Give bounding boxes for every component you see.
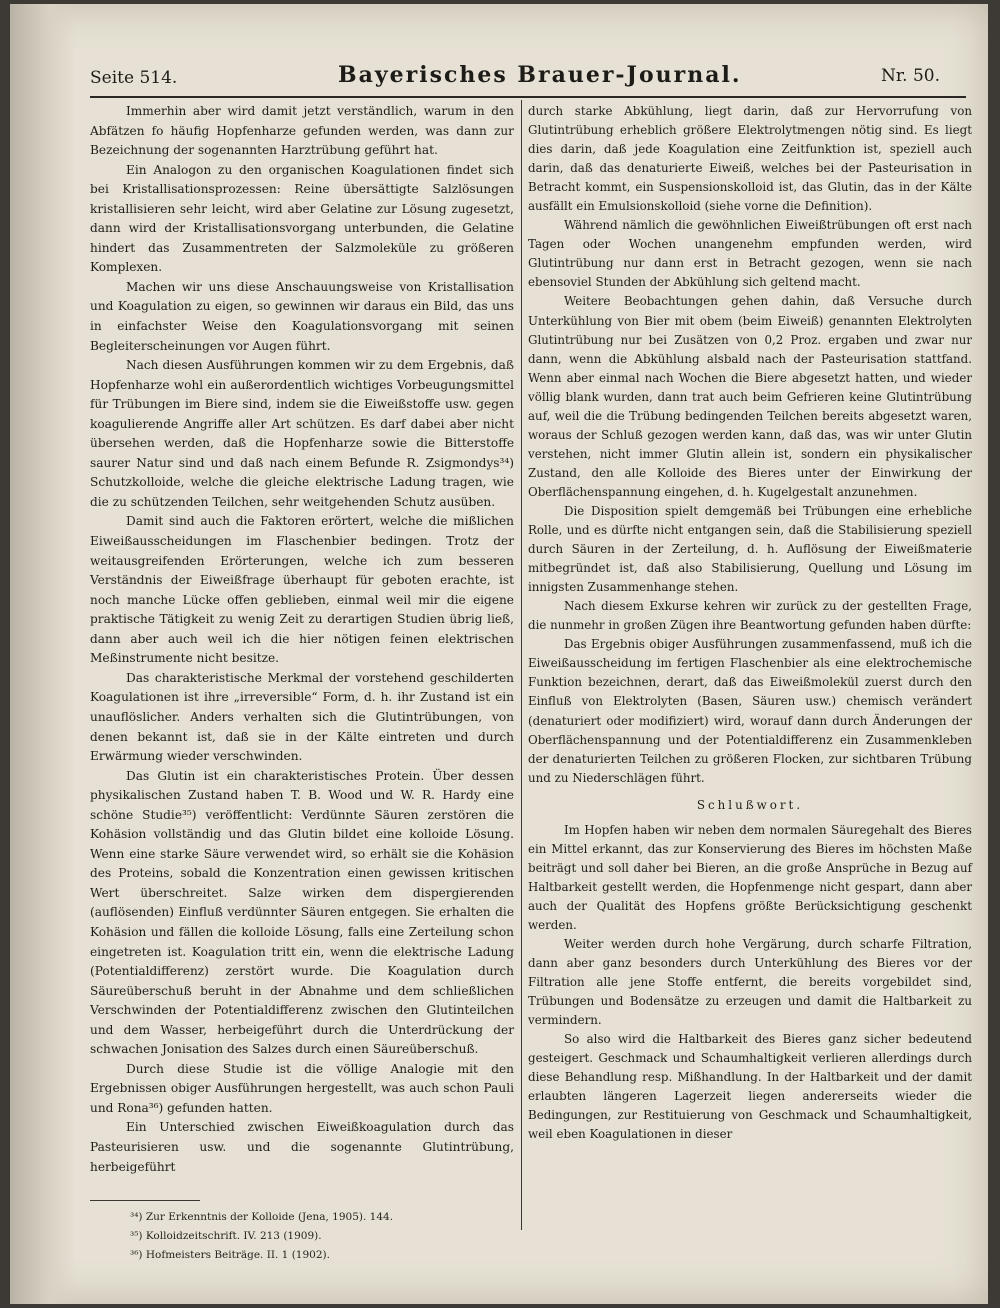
header-rule <box>90 96 966 98</box>
page-binding-edge <box>10 4 76 1304</box>
column-divider <box>521 100 522 1230</box>
paragraph: Immerhin aber wird damit jetzt verständlich, warum in den Abfätzen fo häufig Hopfenharze gefunden werden, was dann zur Bezeichnung der sogenannten Harztrübung geführt hat. <box>90 104 514 158</box>
journal-title: Bayerisches Brauer-Journal. <box>338 62 742 88</box>
footnotes <box>130 1208 510 1265</box>
paragraph: Das charakteristische Merkmal der vorstehend geschilderten Koagulationen ist ihre „irreversible“ Form, d. h. ihr Zustand ist ein unauflöslicher. Anders verhalten sich die Glutintrübungen, von denen bekannt ist, daß sie in der Kälte eintreten und durch Erwärmung wieder verschwinden. <box>90 670 514 764</box>
paragraph: durch starke Abkühlung, liegt darin, daß zur Hervorrufung von Glutintrübung erheblich größere Elektrolytmengen nötig sind. Es liegt dies darin, daß jede Koagulation eine Zeitfunktion ist, speziell auch darin, daß das denaturierte Eiweiß, welches bei der Pasteurisation in Betracht kommt, ein Suspensionskolloid ist, das Glutin, das in der Kälte ausfällt ein Emulsionskolloid (siehe vorne die Definition). <box>528 104 972 214</box>
paragraph: Weitere Beobachtungen gehen dahin, daß Versuche durch Unterkühlung von Bier mit obem (beim Eiweiß) genannten Elektrolyten Glutintrübung nur bei Zusätzen von 0,2 Proz. ergaben und zwar nur dann, wenn die Abkühlung alsbald nach der Pasteurisation stattfand. Wenn aber einmal nach Wochen die Biere abgesetzt hatten, und wieder völlig blank wurden, dann trat auch beim Gefrieren keine Glutintrübung auf, weil die die Trübung bedingenden Teilchen bereits abgesetzt waren, woraus der Schluß gezogen werden kann, daß das, was wir unter Glutin verstehen, nicht immer Glutin allein ist, sondern ein physikalischer Zustand, den alle Kolloide des Bieres unter der Einwirkung der Oberflächenspannung eingehen, d. h. Kugelgestalt anzunehmen. <box>528 294 972 499</box>
paragraph: So also wird die Haltbarkeit des Bieres ganz sicher bedeutend gesteigert. Geschmack und Schaumhaltigkeit verlieren allerdings durch diese Behandlung resp. Mißhandlung. In der Haltbarkeit und der damit erlaubten längeren Lagerzeit liegen andererseits wieder die Bedingungen, zur Restituierung von Geschmack und Schaumhaltigkeit, weil eben Koagulationen in dieser <box>528 1032 972 1142</box>
paragraph: Während nämlich die gewöhnlichen Eiweißtrübungen oft erst nach Tagen oder Wochen unangenehm empfunden werden, wird Glutintrübung nur dann erst in Betracht gezogen, wenn sie nach ebensoviel Stunden der Abkühlung sich geltend macht. <box>528 218 972 290</box>
journal-page <box>10 4 988 1304</box>
paragraph: Ein Unterschied zwischen Eiweißkoagulation durch das Pasteurisieren usw. und die sogenannte Glutintrübung, herbeigeführt <box>90 1120 514 1174</box>
paragraph: Im Hopfen haben wir neben dem normalen Säuregehalt des Bieres ein Mittel erkannt, das zur Konservierung des Bieres im höchsten Maße beiträgt und soll daher bei Bieren, an die große Ansprüche in Bezug auf Haltbarkeit gestellt werden, die Hopfenmenge nicht gespart, dann aber auch der Qualität des Hopfens größte Berücksichtigung geschenkt werden. <box>528 822 972 932</box>
paragraph: Weiter werden durch hohe Vergärung, durch scharfe Filtration, dann aber ganz besonders durch Unterkühlung des Bieres vor der Filtration alle jene Stoffe entfernt, die bereits vorgebildet sind, Trübungen und Bodensätze zu erzeugen und damit die Haltbarkeit zu vermindern. <box>528 937 972 1028</box>
footnote: ³⁴) Zur Erkenntnis der Kolloide (Jena, 1905). 144. <box>130 1211 394 1223</box>
paragraph: Machen wir uns diese Anschauungsweise von Kristallisation und Koagulation zu eigen, so gewinnen wir daraus ein Bild, das uns in einfachster Weise den Koagulationsvorgang mit seinen Begleiterscheinungen vor Augen führt. <box>90 279 514 353</box>
footnote: ³⁶) Hofmeisters Beiträge. II. 1 (1902). <box>130 1249 330 1261</box>
paragraph: Das Glutin ist ein charakteristisches Protein. Über dessen physikalischen Zustand haben T. B. Wood und W. R. Hardy eine schöne Studie³⁵) veröffentlicht: Verdünnte Säuren zerstören die Kohäsion vollständig und das Glutin bildet eine kolloide Lösung. Wenn eine starke Säure verwendet wird, so erhält sie die Kohäsion des Proteins, sobald die Konzentration einen gewissen kritischen Wert überschreitet. Salze wirken dem dispergierenden (auflösenden) Einfluß verdünnter Säuren entgegen. Sie erhalten die Kohäsion und fällen die kolloide Lösung, falls eine Zerteilung schon eingetreten ist. Koagulation tritt ein, wenn die elektrische Ladung (Potentialdifferenz) zerstört wurde. Die Koagulation durch Säureüberschuß beruht in der Abnahme und dem schließlichen Verschwinden der Potentialdifferenz zwischen den Glutinteilchen und dem Wasser, herbeigeführt durch die Unterdrückung der schwachen Jonisation des Salzes durch einen Säureüberschuß. <box>90 768 514 1057</box>
footnote: ³⁵) Kolloidzeitschrift. IV. 213 (1909). <box>130 1230 322 1242</box>
right-column <box>528 102 972 1145</box>
page-header <box>90 62 970 92</box>
paragraph: Die Disposition spielt demgemäß bei Trübungen eine erhebliche Rolle, und es dürfte nicht entgangen sein, daß die Stabilisierung speziell durch Säuren in der Zerteilung, d. h. Auflösung der Eiweißmaterie mitbegründet ist, daß also Stabilisierung, Quellung und Lösung im innigsten Zusammenhange stehen. <box>528 503 972 595</box>
paragraph: Damit sind auch die Faktoren erörtert, welche die mißlichen Eiweißausscheidungen im Flaschenbier bedingen. Trotz der weitausgreifenden Erörterungen, welche ich zum besseren Verständnis der Eiweißfrage überhaupt für geboten erachte, ist noch manche Lücke offen geblieben, einmal weil mir die eigene praktische Tätigkeit zu wenig Zeit zu derartigen Studien übrig ließ, dann aber auch weil ich die hier nötigen feinen elektrischen Meßinstrumente nicht besitze. <box>90 514 514 666</box>
footnote-rule <box>90 1200 200 1201</box>
paragraph: Ein Analogon zu den organischen Koagulationen findet sich bei Kristallisationsprozessen: Reine übersättigte Salzlösungen kristallisieren sehr leicht, wird aber Gelatine zur Lösung zugesetzt, dann wird der Kristallisationsvorgang unterbunden, die Gelatine hindert das Zusammentreten der Salzmoleküle zu größeren Komplexen. <box>90 162 514 275</box>
section-heading: Schlußwort. <box>696 797 804 812</box>
page-number: Seite 514. <box>90 68 178 88</box>
issue-number: Nr. 50. <box>881 66 940 86</box>
left-column <box>90 102 514 1177</box>
paragraph: Nach diesen Ausführungen kommen wir zu dem Ergebnis, daß Hopfenharze wohl ein außerordentlich wichtiges Vorbeugungsmittel für Trübungen im Biere sind, indem sie die Eiweißstoffe usw. gegen koagulierende Angriffe aller Art schützen. Es darf dabei aber nicht übersehen werden, daß die Hopfenharze sowie die Bitterstoffe saurer Natur sind und daß nach einem Befunde R. Zsigmondys³⁴) Schutzkolloide, welche die gleiche elektrische Ladung tragen, wie die zu schützenden Teilchen, sehr weitgehenden Schutz ausüben. <box>90 358 514 509</box>
paragraph: Durch diese Studie ist die völlige Analogie mit den Ergebnissen obiger Ausführungen hergestellt, was auch schon Pauli und Rona³⁶) gefunden hatten. <box>90 1061 514 1115</box>
paragraph: Das Ergebnis obiger Ausführungen zusammenfassend, muß ich die Eiweißausscheidung im fertigen Flaschenbier als eine elektrochemische Funktion bezeichnen, derart, daß das Eiweißmolekül zuerst durch den Einfluß von Elektrolyten (Basen, Säuren usw.) chemisch verändert (denaturiert oder modifiziert) wird, worauf dann durch Änderungen der Oberflächenspannung und der Potentialdifferenz ein Zusammenkleben der denaturierten Teilchen zu größeren Flocken, zur sichtbaren Trübung und zu Niederschlägen führt. <box>528 637 972 785</box>
paragraph: Nach diesem Exkurse kehren wir zurück zu der gestellten Frage, die nunmehr in großen Zügen ihre Beantwortung gefunden haben dürfte: <box>528 599 972 633</box>
